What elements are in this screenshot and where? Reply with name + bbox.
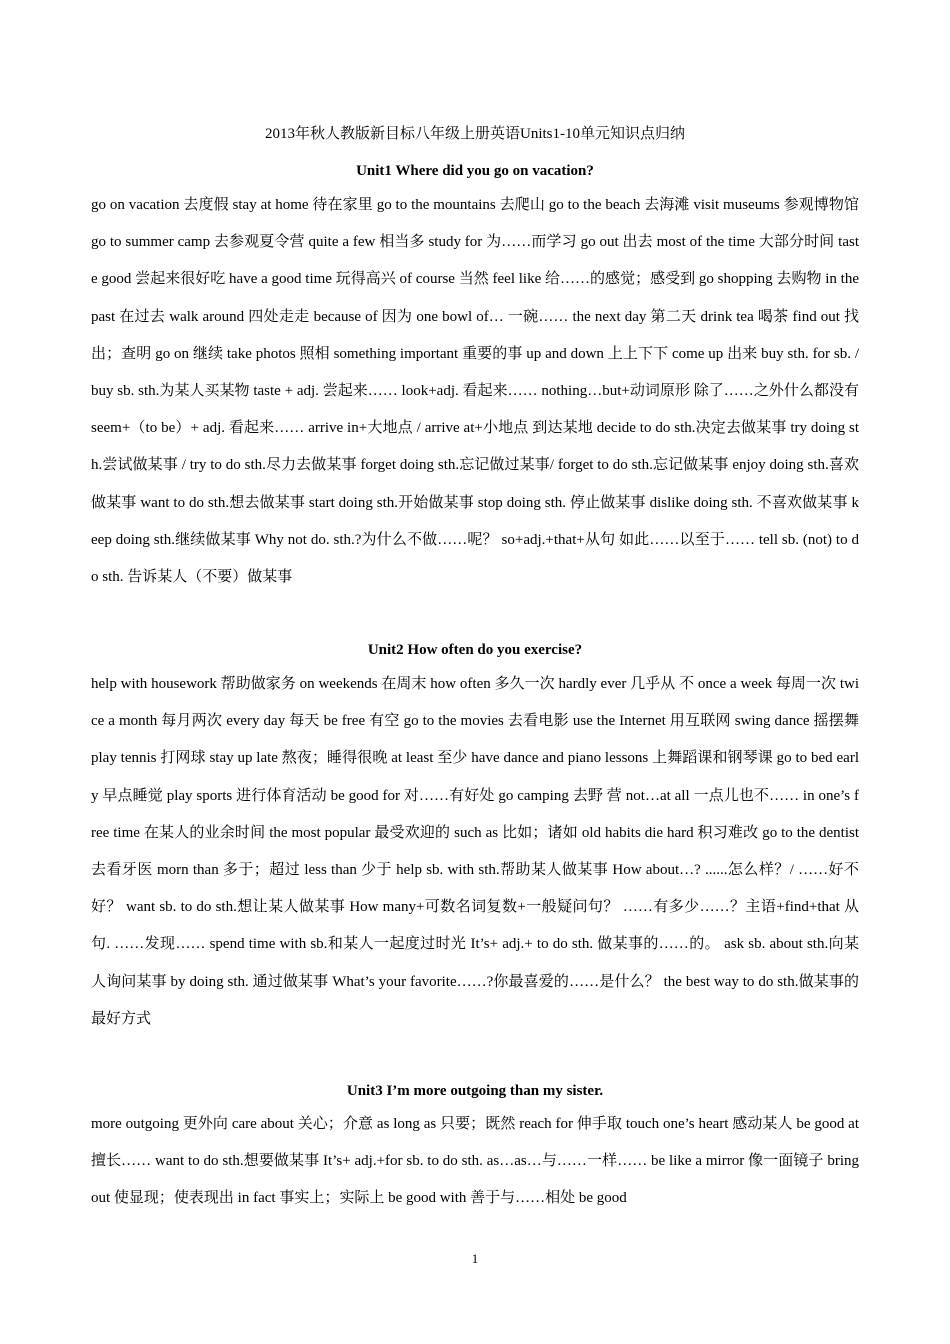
unit2-heading: Unit2 How often do you exercise?	[367, 642, 583, 658]
unit2-content: help with housework 帮助做家务 on weekends 在周末 how often 多久一次 hardly ever 几乎从 不 once a week 每周一次 twice a month 每月两次 every day 每天 be free 有空 go to the movies 去看电影 use the Internet 用互联网 swing dance 摇摆舞 play tennis 打网球 stay up late 熬夜；睡得很晚 at least 至少 have dance and piano lessons 上舞蹈课和钢琴课 go to bed early 早点睡觉 play sports 进行体育活动 be good for 对……有好处 go camping 去野 营 not…at all 一点儿也不…… in one’s free time 在某人的业余时间 the most popular 最受欢迎的 such as 比如；诸如 old habits die hard 积习难改 go to the dentist 去看牙医 morn than 多于；超过 less than 少于 help sb. with sth.帮助某人做某事 How about…? ......怎么样？/ ……好不好？ want sb. to do sth.想让某人做某事 How many+可数名词复数+一般疑问句？ ……有多少……？主语+find+that 从句. ……发现…… spend time with sb.和某人一起度过时光 It’s+ adj.+ to do sth. 做某事的……的。 ask sb. about sth.向某人询问某事 by doing sth. 通过做某事 What’s your favorite……?你最喜爱的……是什么？ the best way to do sth.做某事的最好方式	[91, 676, 859, 1027]
unit1-heading: Unit1 Where did you go on vacation?	[356, 163, 594, 179]
document-title: 2013年秋人教版新目标八年级上册英语Units1-10单元知识点归纳	[264, 126, 685, 142]
page-number: 1	[471, 1251, 479, 1266]
unit1-content: go on vacation 去度假 stay at home 待在家里 go to the mountains 去爬山 go to the beach 去海滩 visit museums 参观博物馆 go to summer camp 去参观夏令营 quite a few 相当多 study for 为……而学习 go out 出去 most of the time 大部分时间 taste good 尝起来很好吃 have a good time 玩得高兴 of course 当然 feel like 给……的感觉；感受到 go shopping 去购物 in the past 在过去 walk around 四处走走 because of 因为 one bowl of… 一碗…… the next day 第二天 drink tea 喝茶 find out 找出；查明 go on 继续 take photos 照相 something important 重要的事 up and down 上上下下 come up 出来 buy sth. for sb. / buy sb. sth.为某人买某物 taste + adj. 尝起来…… look+adj. 看起来…… nothing…but+动词原形 除了……之外什么都没有 seem+（to be）+ adj. 看起来…… arrive in+大地点 / arrive at+小地点 到达某地 decide to do sth.决定去做某事 try doing sth.尝试做某事 / try to do sth.尽力去做某事 forget doing sth.忘记做过某事/ forget to do sth.忘记做某事 enjoy doing sth.喜欢做某事 want to do sth.想去做某事 start doing sth.开始做某事 stop doing sth. 停止做某事 dislike doing sth. 不喜欢做某事 keep doing sth.继续做某事 Why not do. sth.?为什么不做……呢？ so+adj.+that+从句 如此……以至于…… tell sb. (not) to do sth. 告诉某人（不要）做某事	[91, 197, 859, 586]
unit3-content: more outgoing 更外向 care about 关心；介意 as long as 只要；既然 reach for 伸手取 touch one’s heart 感动某人 be good at 擅长…… want to do sth.想要做某事 It’s+ adj.+for sb. to do sth. as…as…与……一样…… be like a mirror 像一面镜子 bring out 使显现；使表现出 in fact 事实上；实际上 be good with 善于与……相处 be good	[91, 1116, 859, 1207]
unit3-heading: Unit3 I’m more outgoing than my sister.	[346, 1083, 604, 1099]
